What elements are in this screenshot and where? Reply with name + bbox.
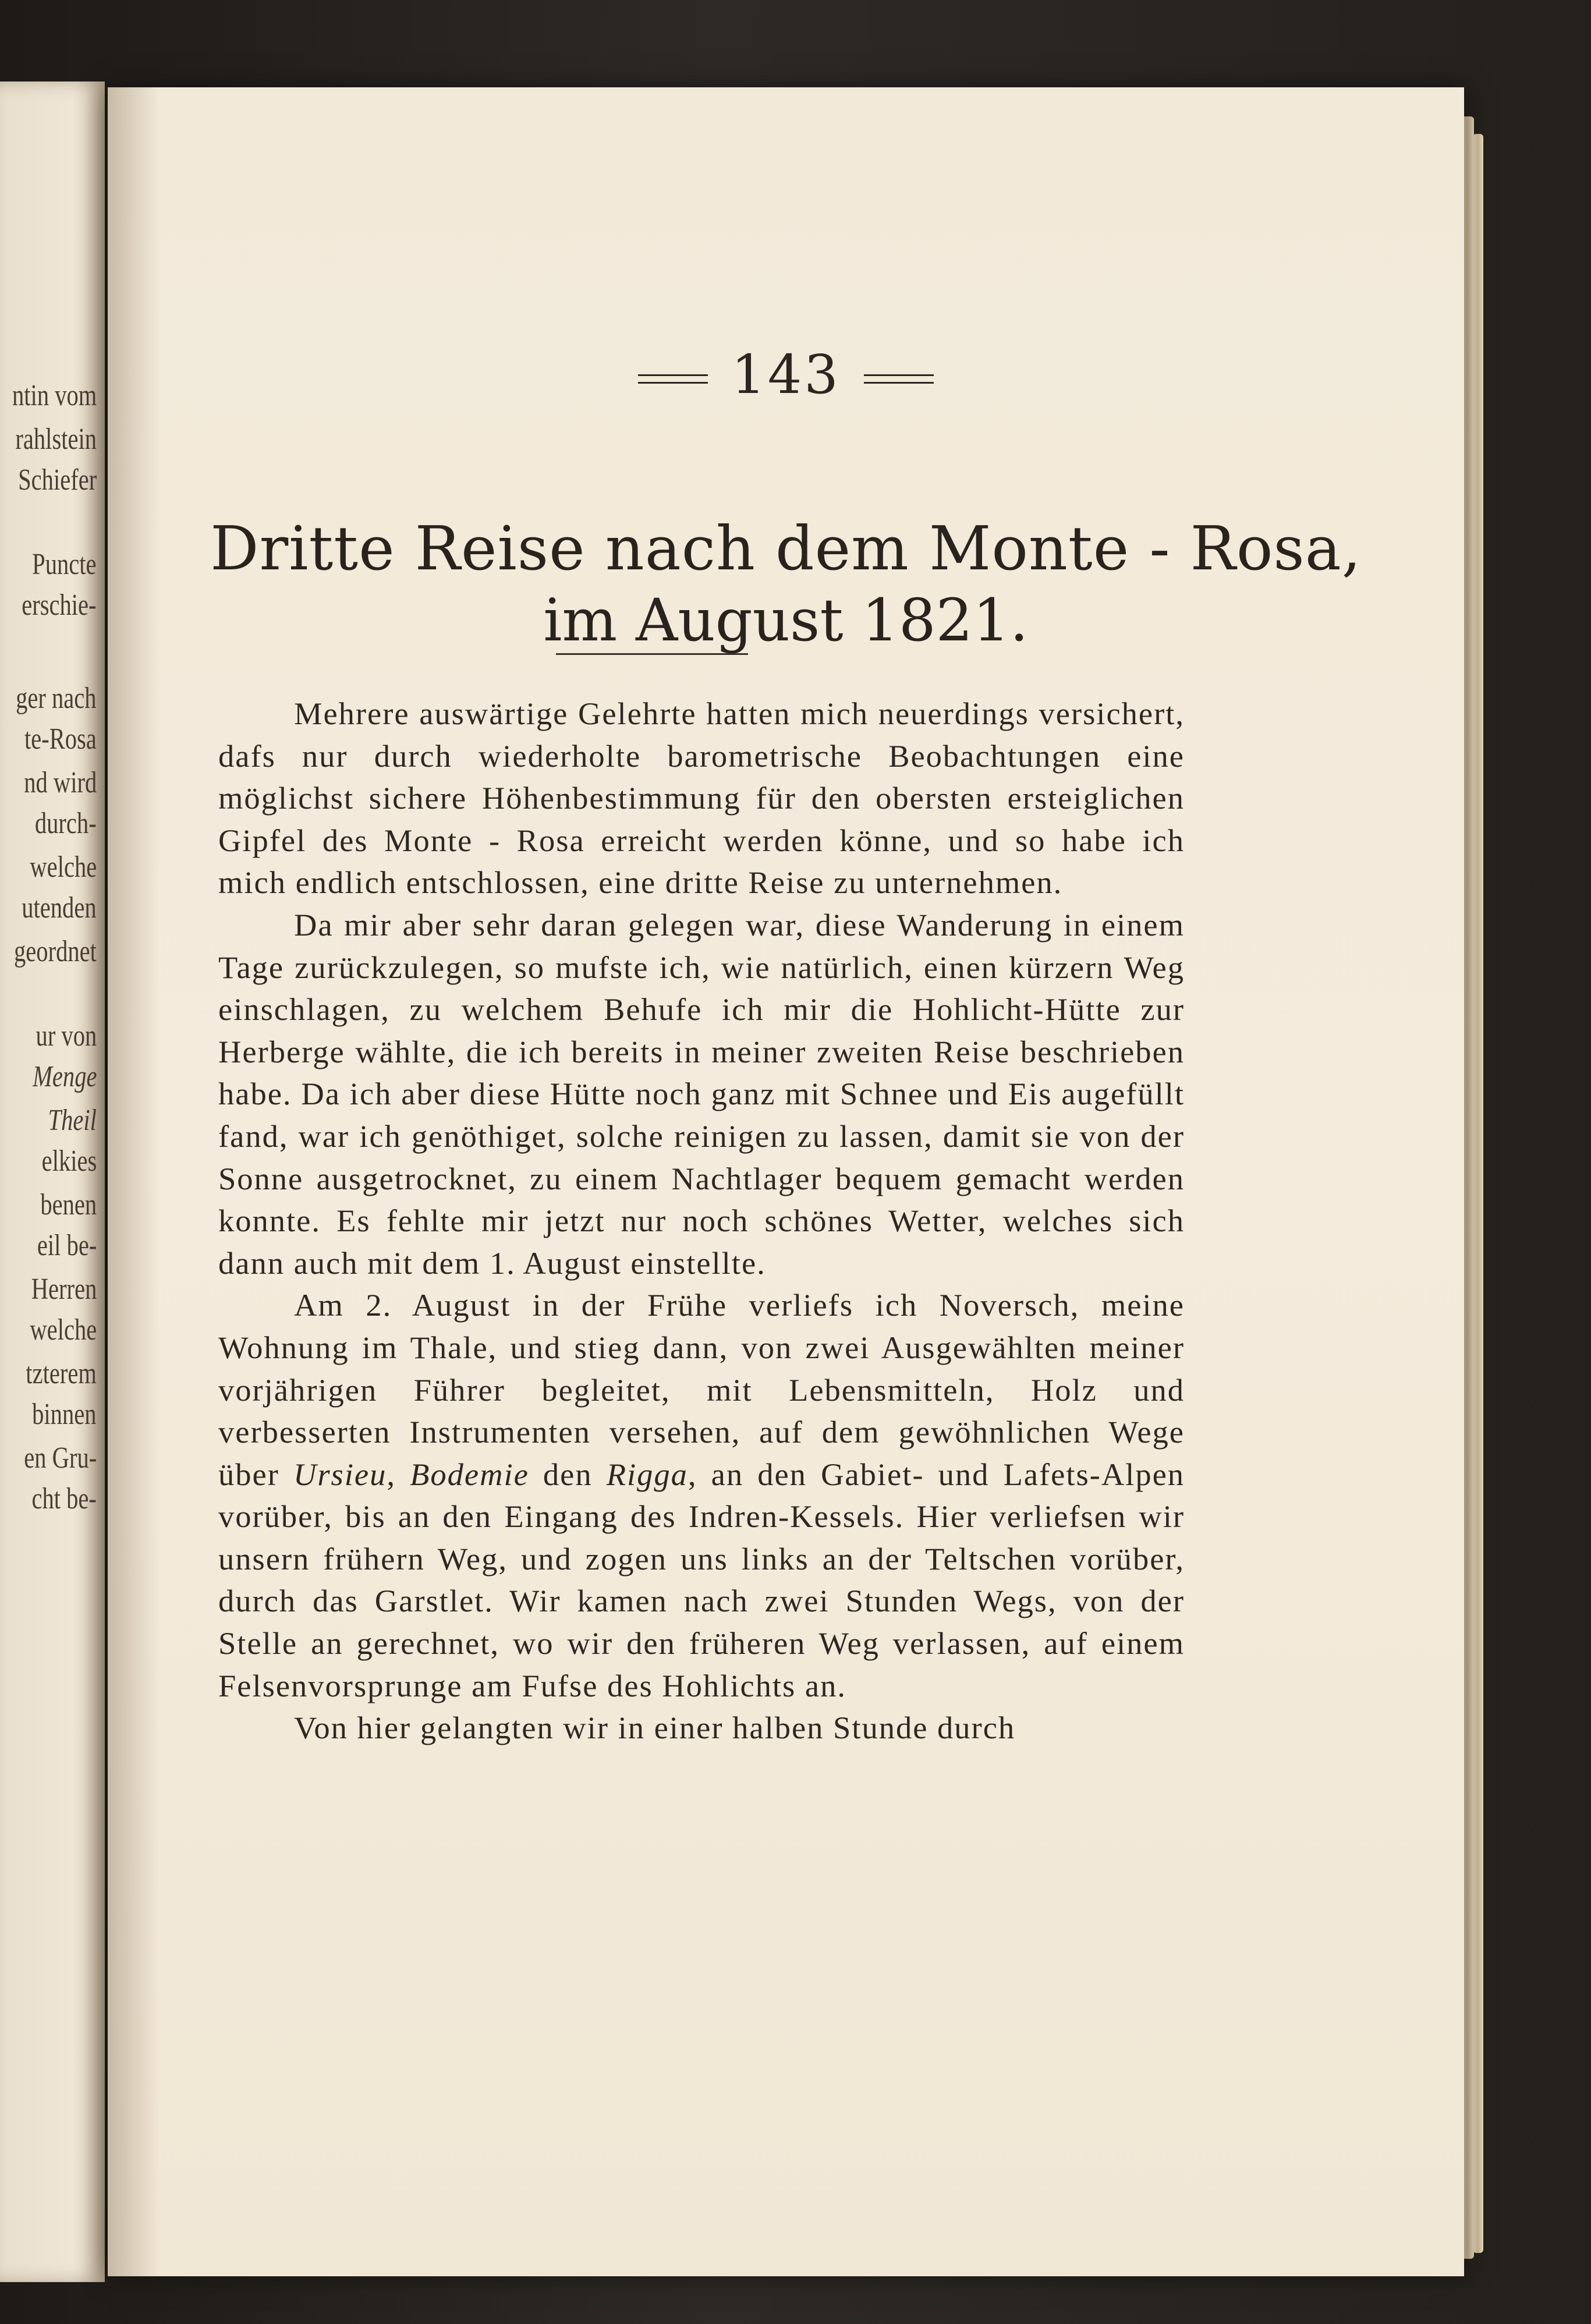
paragraph: Mehrere auswärtige Gelehrte hatten mich neuerdings versichert, dafs nur durch wiederholte barometrische Beobachtungen eine möglichst sichere Höhenbestimmung für den obersten ersteiglichen Gipfel des Monte - Rosa erreicht werden könne, und so habe ich mich endlich entschlossen, eine dritte Reise zu unternehmen.: [218, 696, 1185, 901]
header-ornament-left: [638, 374, 708, 384]
left-page-line: Theil: [48, 1104, 97, 1137]
place-name: Ursieu: [293, 1456, 387, 1492]
left-page-line: en Gru-: [23, 1441, 97, 1475]
text-run: , an den Gabiet- und Lafets-Alpen vorüber, bis an den Eingang des Indren-Kessels. Hier verliefsen wir unsern frühern Weg, und zogen uns links an der Teltschen vorüber, durch das Garstlet. Wir kamen nach zwei Stunden Wegs, von der Stelle an gerechnet, wo wir den früheren Weg verlassen, auf einem Felsenvorsprunge am Fufse des Hohlichts an.: [218, 1456, 1185, 1703]
chapter-title: [108, 512, 1464, 657]
book-page: [108, 87, 1464, 2276]
place-name: Rigga: [606, 1456, 688, 1492]
page-header: [108, 343, 1464, 406]
left-page-line: rahlstein: [15, 423, 97, 456]
left-page-line: te-Rosa: [24, 722, 97, 756]
page-edge: [1473, 134, 1483, 2253]
page-number: 143: [731, 343, 841, 406]
left-page-line: ur von: [36, 1019, 97, 1053]
chapter-title-line1: Dritte Reise nach dem Monte - Rosa,: [210, 513, 1362, 584]
left-page-line: Schiefer: [17, 463, 97, 497]
left-page-line: binnen: [32, 1398, 97, 1431]
paragraph: [218, 1284, 1185, 1707]
left-page-line: Menge: [32, 1060, 97, 1093]
left-page-line: Herren: [31, 1273, 97, 1306]
paragraph: Von hier gelangten wir in einer halben Stunde durch: [294, 1710, 1016, 1746]
left-page-line: benen: [40, 1188, 97, 1221]
text-run: den: [529, 1456, 607, 1492]
left-page-line: elkies: [41, 1145, 97, 1178]
left-facing-page: [0, 82, 105, 2282]
left-page-line: eil be-: [37, 1229, 97, 1262]
paragraph: Da mir aber sehr daran gelegen war, diese Wanderung in einem Tage zurückzulegen, so mufste ich, wie natürlich, einen kürzern Weg einschlagen, zu welchem Behufe ich mir die Hohlicht-Hütte zur Herberge wählte, die ich bereits in meiner zweiten Reise beschrieben habe. Da ich aber diese Hütte noch ganz mit Schnee und Eis augefüllt fand, war ich genöthiget, solche reinigen zu lassen, damit sie von der Sonne ausgetrocknet, zu einem Nachtlager bequem gemacht werden konnte. Es fehlte mir jetzt nur noch schönes Wetter, welches sich dann auch mit dem 1. August einstellte.: [218, 906, 1185, 1281]
left-page-line: geordnet: [14, 935, 97, 968]
place-name: Bodemie: [410, 1456, 529, 1492]
left-page-line: Puncte: [32, 548, 97, 581]
left-page-line: welche: [30, 851, 97, 884]
left-page-line: welche: [30, 1313, 97, 1347]
chapter-title-line2: im August 1821.: [543, 586, 1029, 654]
left-page-line: nd wird: [23, 766, 97, 799]
left-page-line: cht be-: [31, 1482, 97, 1515]
left-page-line: tzterem: [26, 1357, 97, 1390]
text-run: Am 2. August in der Frühe verliefs ich Noversch, meine Wohnung im Thale, und stieg dann, von zwei Ausgewählten meiner vorjährigen Führer begleitet, mit Lebensmitteln, Holz und verbesserten Instrumenten versehen, auf dem gewöhnlichen Wege über: [218, 1287, 1185, 1492]
left-page-line: utenden: [22, 891, 97, 924]
left-page-line: durch-: [35, 807, 97, 840]
title-divider: [556, 653, 748, 655]
body-text: [218, 693, 1185, 1749]
left-page-line: ntin vom: [12, 379, 97, 412]
gutter-shadow: [108, 87, 160, 2276]
text-run: ,: [387, 1456, 410, 1492]
left-page-line: erschie-: [22, 589, 97, 622]
header-ornament-right: [864, 374, 934, 384]
left-page-line: ger nach: [16, 682, 97, 715]
